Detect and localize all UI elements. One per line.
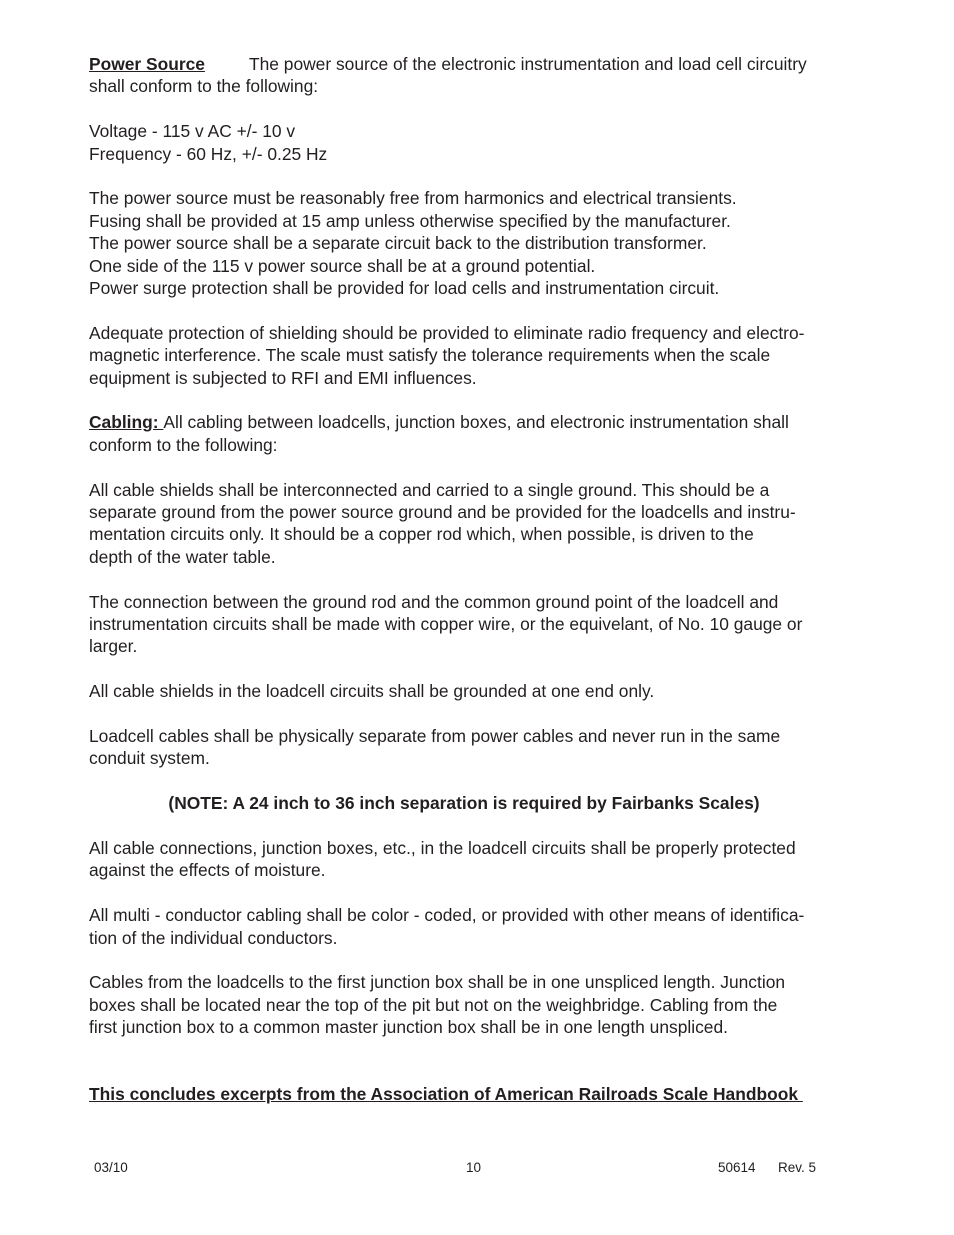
text-line: against the effects of moisture. [89, 860, 326, 881]
text-line: mentation circuits only. It should be a copper rod which, when possible, is driven to the [89, 524, 754, 545]
text-line: tion of the individual conductors. [89, 927, 338, 948]
cable-shields-paragraph [89, 479, 879, 569]
cabling-intro [89, 411, 879, 456]
text-line: depth of the water table. [89, 546, 276, 567]
text-line: separate ground from the power source ground and be provided for the loadcells and instru- [89, 502, 796, 523]
text-line: Loadcell cables shall be physically separate from power cables and never run in the same [89, 726, 781, 747]
text-line: first junction box to a common master junction box shall be in one length unspliced. [89, 1017, 728, 1038]
power-source-heading: Power Source [89, 54, 205, 74]
text-line: equipment is subjected to RFI and EMI influences. [89, 367, 477, 388]
cabling-heading: Cabling: [89, 412, 164, 433]
text-line: Power surge protection shall be provided for load cells and instrumentation circuit. [89, 278, 720, 299]
text-line: conduit system. [89, 748, 210, 769]
text-line: instrumentation circuits shall be made with copper wire, or the equivelant, of No. 10 gauge or [89, 614, 803, 635]
separation-paragraph [89, 725, 879, 770]
footer-page-number: 10 [466, 1160, 482, 1175]
text-line: conform to the following: [89, 434, 278, 455]
text-line: All multi - conductor cabling shall be color - coded, or provided with other means of identifica- [89, 905, 805, 926]
text-line: The connection between the ground rod and the common ground point of the loadcell and [89, 591, 779, 612]
moisture-paragraph [89, 837, 879, 882]
conclusion-heading: This concludes excerpts from the Association of American Railroads Scale Handbook [89, 1083, 803, 1104]
text-line: Cables from the loadcells to the first junction box shall be in one unspliced length. Junction [89, 972, 786, 993]
text-line: Cabling: All cabling between loadcells, junction boxes, and electronic instrumentation shall [89, 412, 789, 433]
voltage-spec: Voltage - 115 v AC +/- 10 v [89, 121, 296, 142]
shielding-paragraph [89, 322, 879, 389]
text-line: All cable shields in the loadcell circuits shall be grounded at one end only. [89, 681, 655, 702]
footer-doc-number: 50614 Rev. 5 [718, 1160, 817, 1175]
text-line: magnetic interference. The scale must satisfy the tolerance requirements when the scale [89, 345, 771, 366]
text-line: Fusing shall be provided at 15 amp unless otherwise specified by the manufacturer. [89, 210, 731, 231]
text-line: The power source must be reasonably free from harmonics and electrical transients. [89, 188, 737, 209]
text-line: All cable connections, junction boxes, etc., in the loadcell circuits shall be properly protected [89, 838, 796, 859]
frequency-spec: Frequency - 60 Hz, +/- 0.25 Hz [89, 143, 328, 164]
text-line: The power source shall be a separate circuit back to the distribution transformer. [89, 233, 707, 254]
text-line: Adequate protection of shielding should be provided to eliminate radio frequency and electro- [89, 322, 805, 343]
power-source-intro [89, 53, 879, 98]
text-line: Power Source The power source of the electronic instrumentation and load cell circuitry [89, 54, 807, 74]
ground-connection-paragraph [89, 591, 879, 658]
cable-length-paragraph [89, 971, 879, 1038]
text-line: boxes shall be located near the top of the pit but not on the weighbridge. Cabling from the [89, 994, 778, 1015]
power-requirements [89, 187, 879, 299]
grounded-paragraph [89, 680, 879, 702]
color-coding-paragraph [89, 904, 879, 949]
text-line: larger. [89, 636, 138, 657]
power-specs [89, 120, 879, 165]
text-line: All cable shields shall be interconnected and carried to a single ground. This should be a [89, 479, 770, 500]
document-body [89, 53, 879, 1105]
separation-note: (NOTE: A 24 inch to 36 inch separation is required by Fairbanks Scales) [168, 793, 760, 814]
footer-date: 03/10 [94, 1160, 128, 1175]
text-line: shall conform to the following: [89, 76, 319, 97]
text-line: One side of the 115 v power source shall be at a ground potential. [89, 255, 596, 276]
